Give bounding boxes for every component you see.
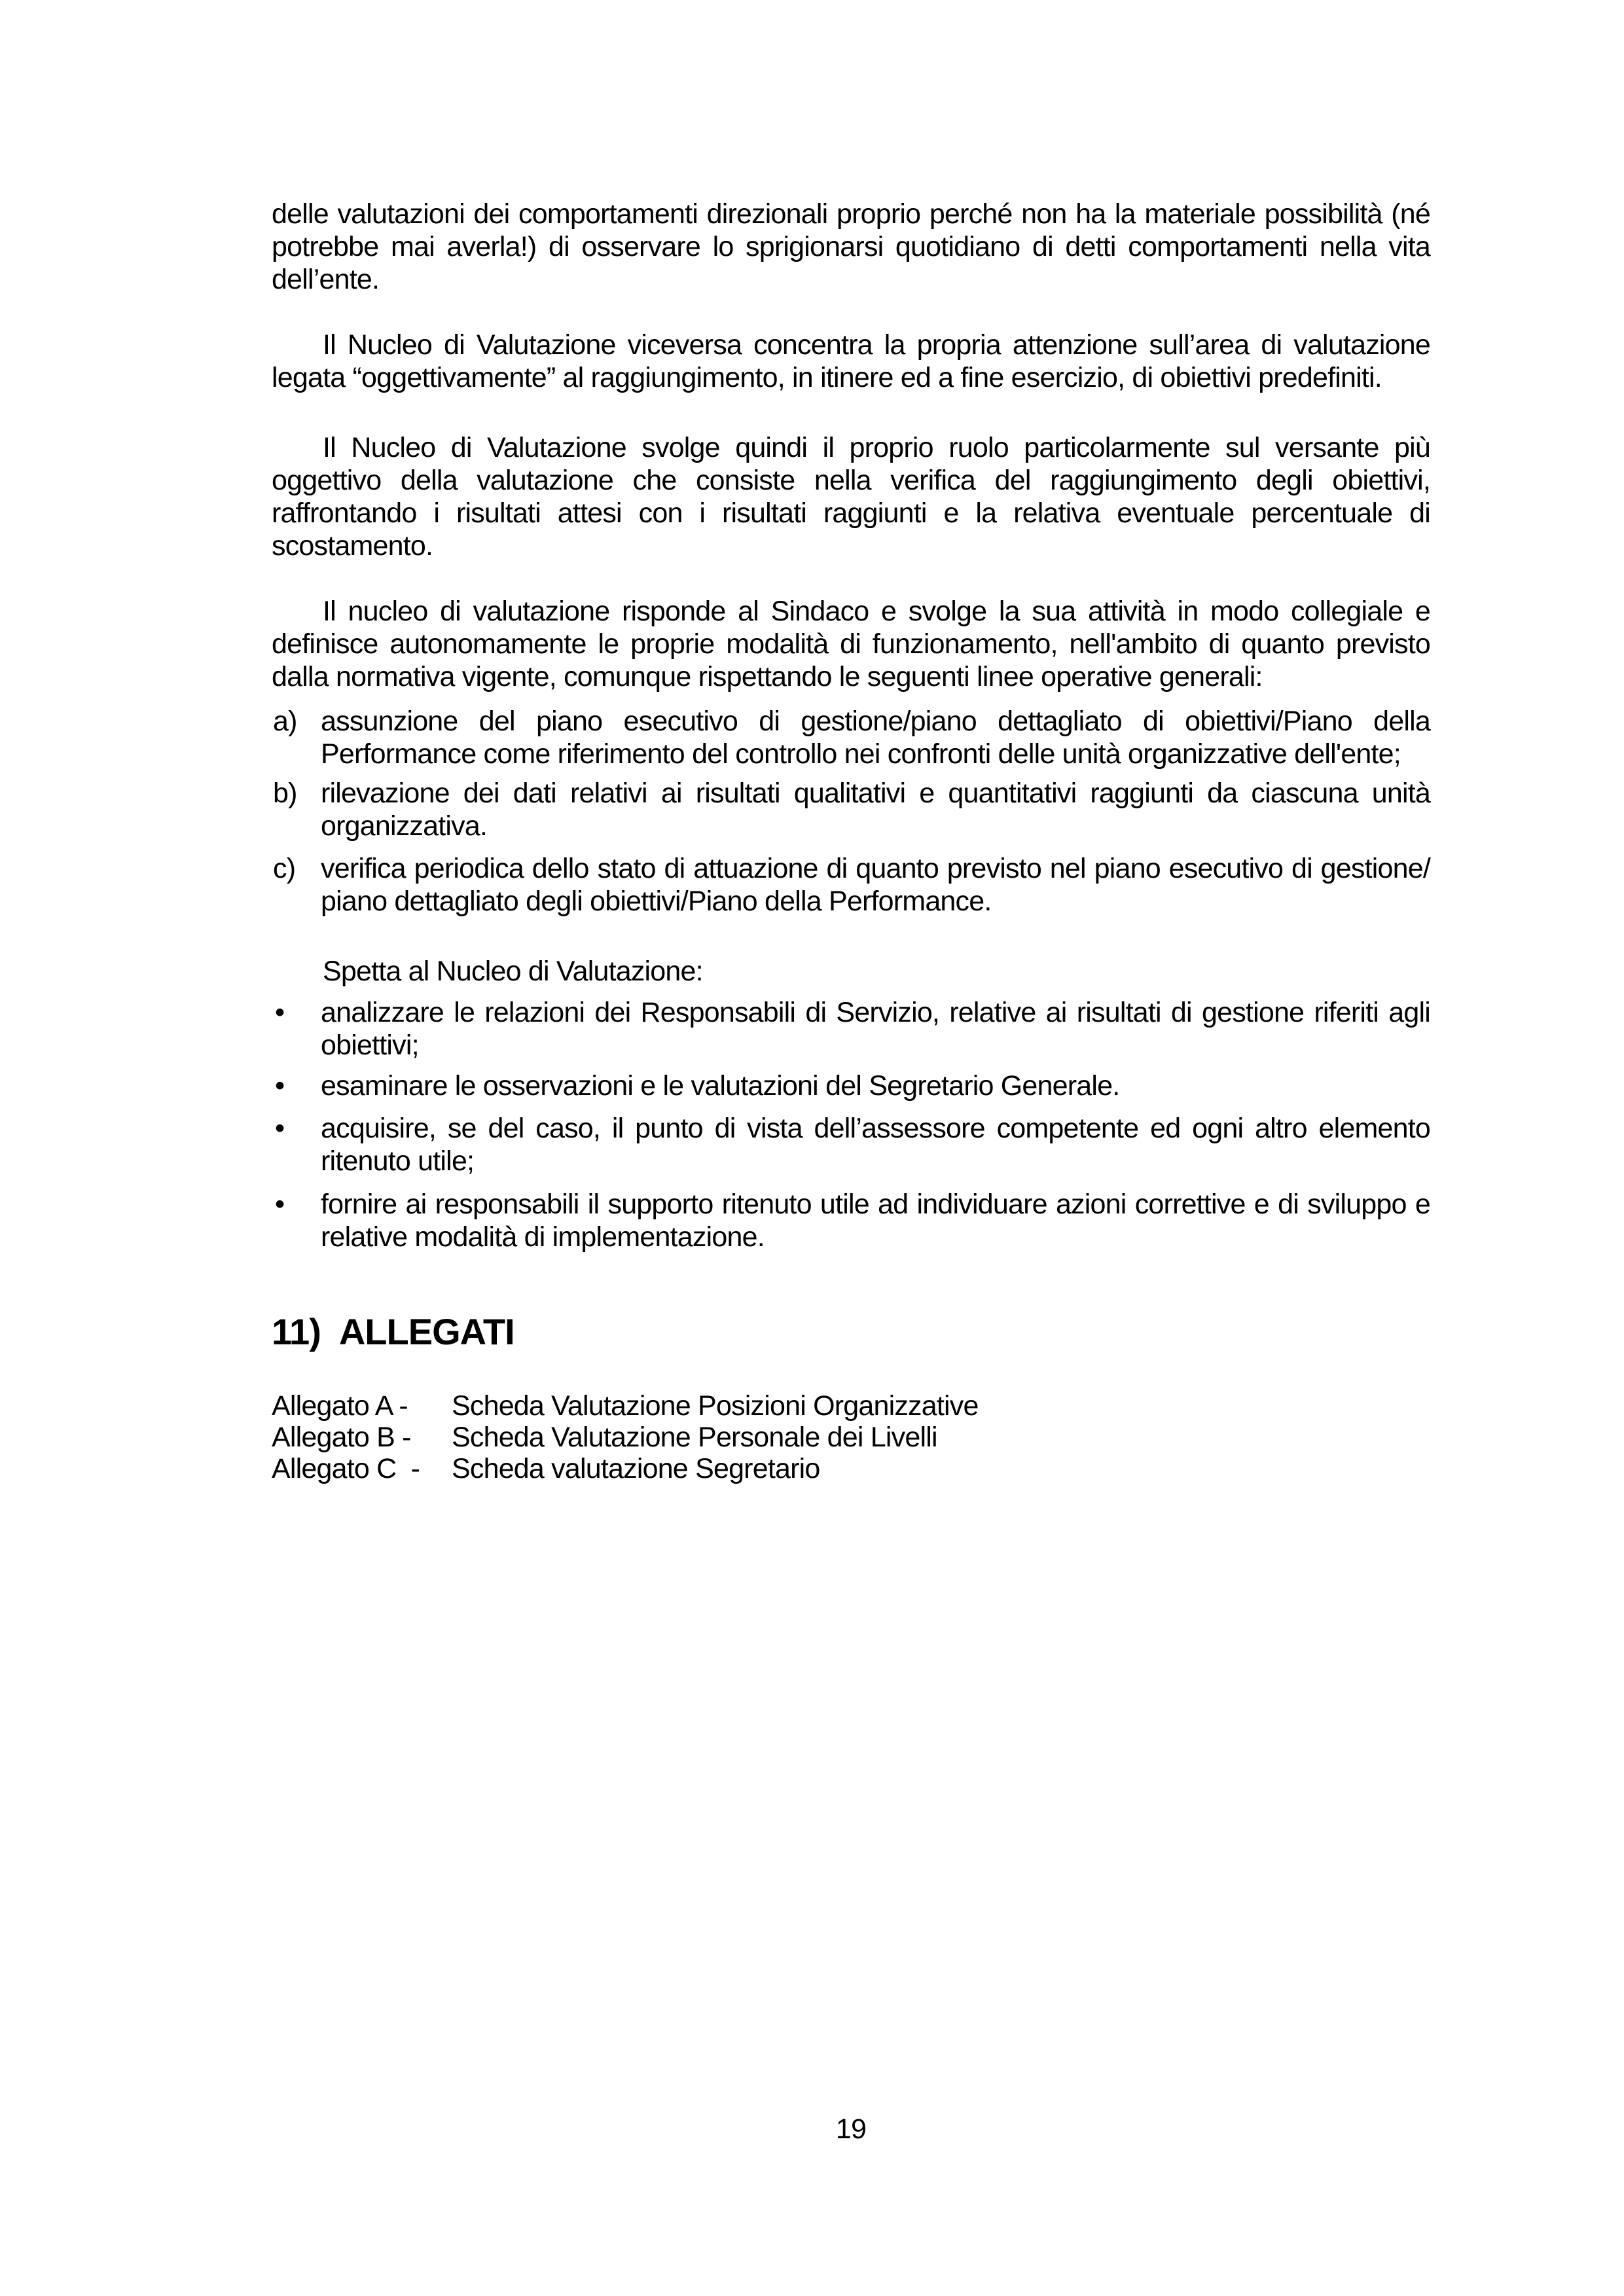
- section-heading: [272, 1311, 1430, 1352]
- attachment-c-title: Scheda valutazione Segretario: [452, 1453, 820, 1484]
- bullet-item-1: [272, 996, 1430, 1062]
- list-item-a: [272, 705, 1430, 770]
- page-number: 19: [835, 2113, 867, 2145]
- bullet-item-4-text: fornire ai responsabili il supporto ritenuto utile ad individuare azioni correttive e di sviluppo e relative modalità di implementazione.: [321, 1189, 1430, 1253]
- bullet-icon: •: [275, 1113, 285, 1144]
- bullet-item-2-text: esaminare le osservazioni e le valutazioni del Segretario Generale.: [321, 1070, 1120, 1102]
- list-item-c: [272, 852, 1430, 918]
- list-item-c-label: c): [273, 853, 296, 884]
- list-item-a-text: assunzione del piano esecutivo di gestione/piano dettagliato di obiettivi/Piano della Performance come riferimento del controllo nei confronti delle unità organizzative dell'ente;: [321, 706, 1430, 770]
- attachment-a-label: Allegato A -: [272, 1390, 408, 1422]
- attachment-a-title: Scheda Valutazione Posizioni Organizzative: [452, 1390, 979, 1422]
- list-item-b-text: rilevazione dei dati relativi ai risultati qualitativi e quantitativi raggiunti da ciascuna unità organizzativa.: [321, 778, 1430, 842]
- bullet-icon: •: [275, 997, 285, 1028]
- paragraph-3: Il Nucleo di Valutazione svolge quindi il proprio ruolo particolarmente sul versante più oggettivo della valutazione che consiste nella verifica del raggiungimento degli obiettivi, raffrontando i risultati attesi con i risultati raggiunti e la relativa eventuale percentuale di scostamento.: [272, 432, 1430, 562]
- attachment-b-label: Allegato B -: [272, 1422, 411, 1453]
- bullet-item-4: [272, 1188, 1430, 1253]
- list-item-b: [272, 777, 1430, 842]
- attachment-row-c: [272, 1453, 1430, 1484]
- bullet-item-1-text: analizzare le relazioni dei Responsabili di Servizio, relative ai risultati di gestione riferiti agli obiettivi;: [321, 997, 1430, 1061]
- bullet-item-3: [272, 1112, 1430, 1177]
- paragraph-2: Il Nucleo di Valutazione viceversa concentra la propria attenzione sull’area di valutazione legata “oggettivamente” al raggiungimento, in itinere ed a fine esercizio, di obiettivi predefiniti.: [272, 329, 1430, 393]
- page-footer: [272, 2113, 1430, 2145]
- attachment-row-a: [272, 1390, 1430, 1422]
- paragraph-4: Il nucleo di valutazione risponde al Sindaco e svolge la sua attività in modo collegiale e definisce autonomamente le proprie modalità di funzionamento, nell'ambito di quanto previsto dalla normativa vigente, comunque rispettando le seguenti linee operative generali:: [272, 596, 1430, 692]
- list-item-c-text: verifica periodica dello stato di attuazione di quanto previsto nel piano esecutivo di gestione/ piano dettagliato degli obiettivi/Piano della Performance.: [321, 853, 1430, 917]
- list-item-a-label: a): [273, 706, 297, 737]
- attachment-b-title: Scheda Valutazione Personale dei Livelli: [452, 1422, 937, 1453]
- bullet-item-2: [272, 1069, 1430, 1102]
- bullet-icon: •: [275, 1189, 285, 1220]
- attachment-row-b: [272, 1422, 1430, 1453]
- attachments-list: [272, 1390, 1430, 1484]
- page-content: [272, 198, 1430, 1484]
- list-item-b-label: b): [273, 778, 297, 809]
- intro-line: Spetta al Nucleo di Valutazione:: [323, 956, 703, 987]
- attachment-c-label: Allegato C -: [272, 1453, 420, 1484]
- section-heading-number: 11): [272, 1311, 321, 1352]
- bullet-item-3-text: acquisire, se del caso, il punto di vista dell’assessore competente ed ogni altro elemento ritenuto utile;: [321, 1113, 1430, 1177]
- section-heading-title: ALLEGATI: [338, 1311, 514, 1352]
- bullet-icon: •: [275, 1070, 285, 1102]
- paragraph-1: delle valutazioni dei comportamenti direzionali proprio perché non ha la materiale possibilità (né potrebbe mai averla!) di osservare lo sprigionarsi quotidiano di detti comportamenti nella vita dell’ente.: [272, 198, 1430, 295]
